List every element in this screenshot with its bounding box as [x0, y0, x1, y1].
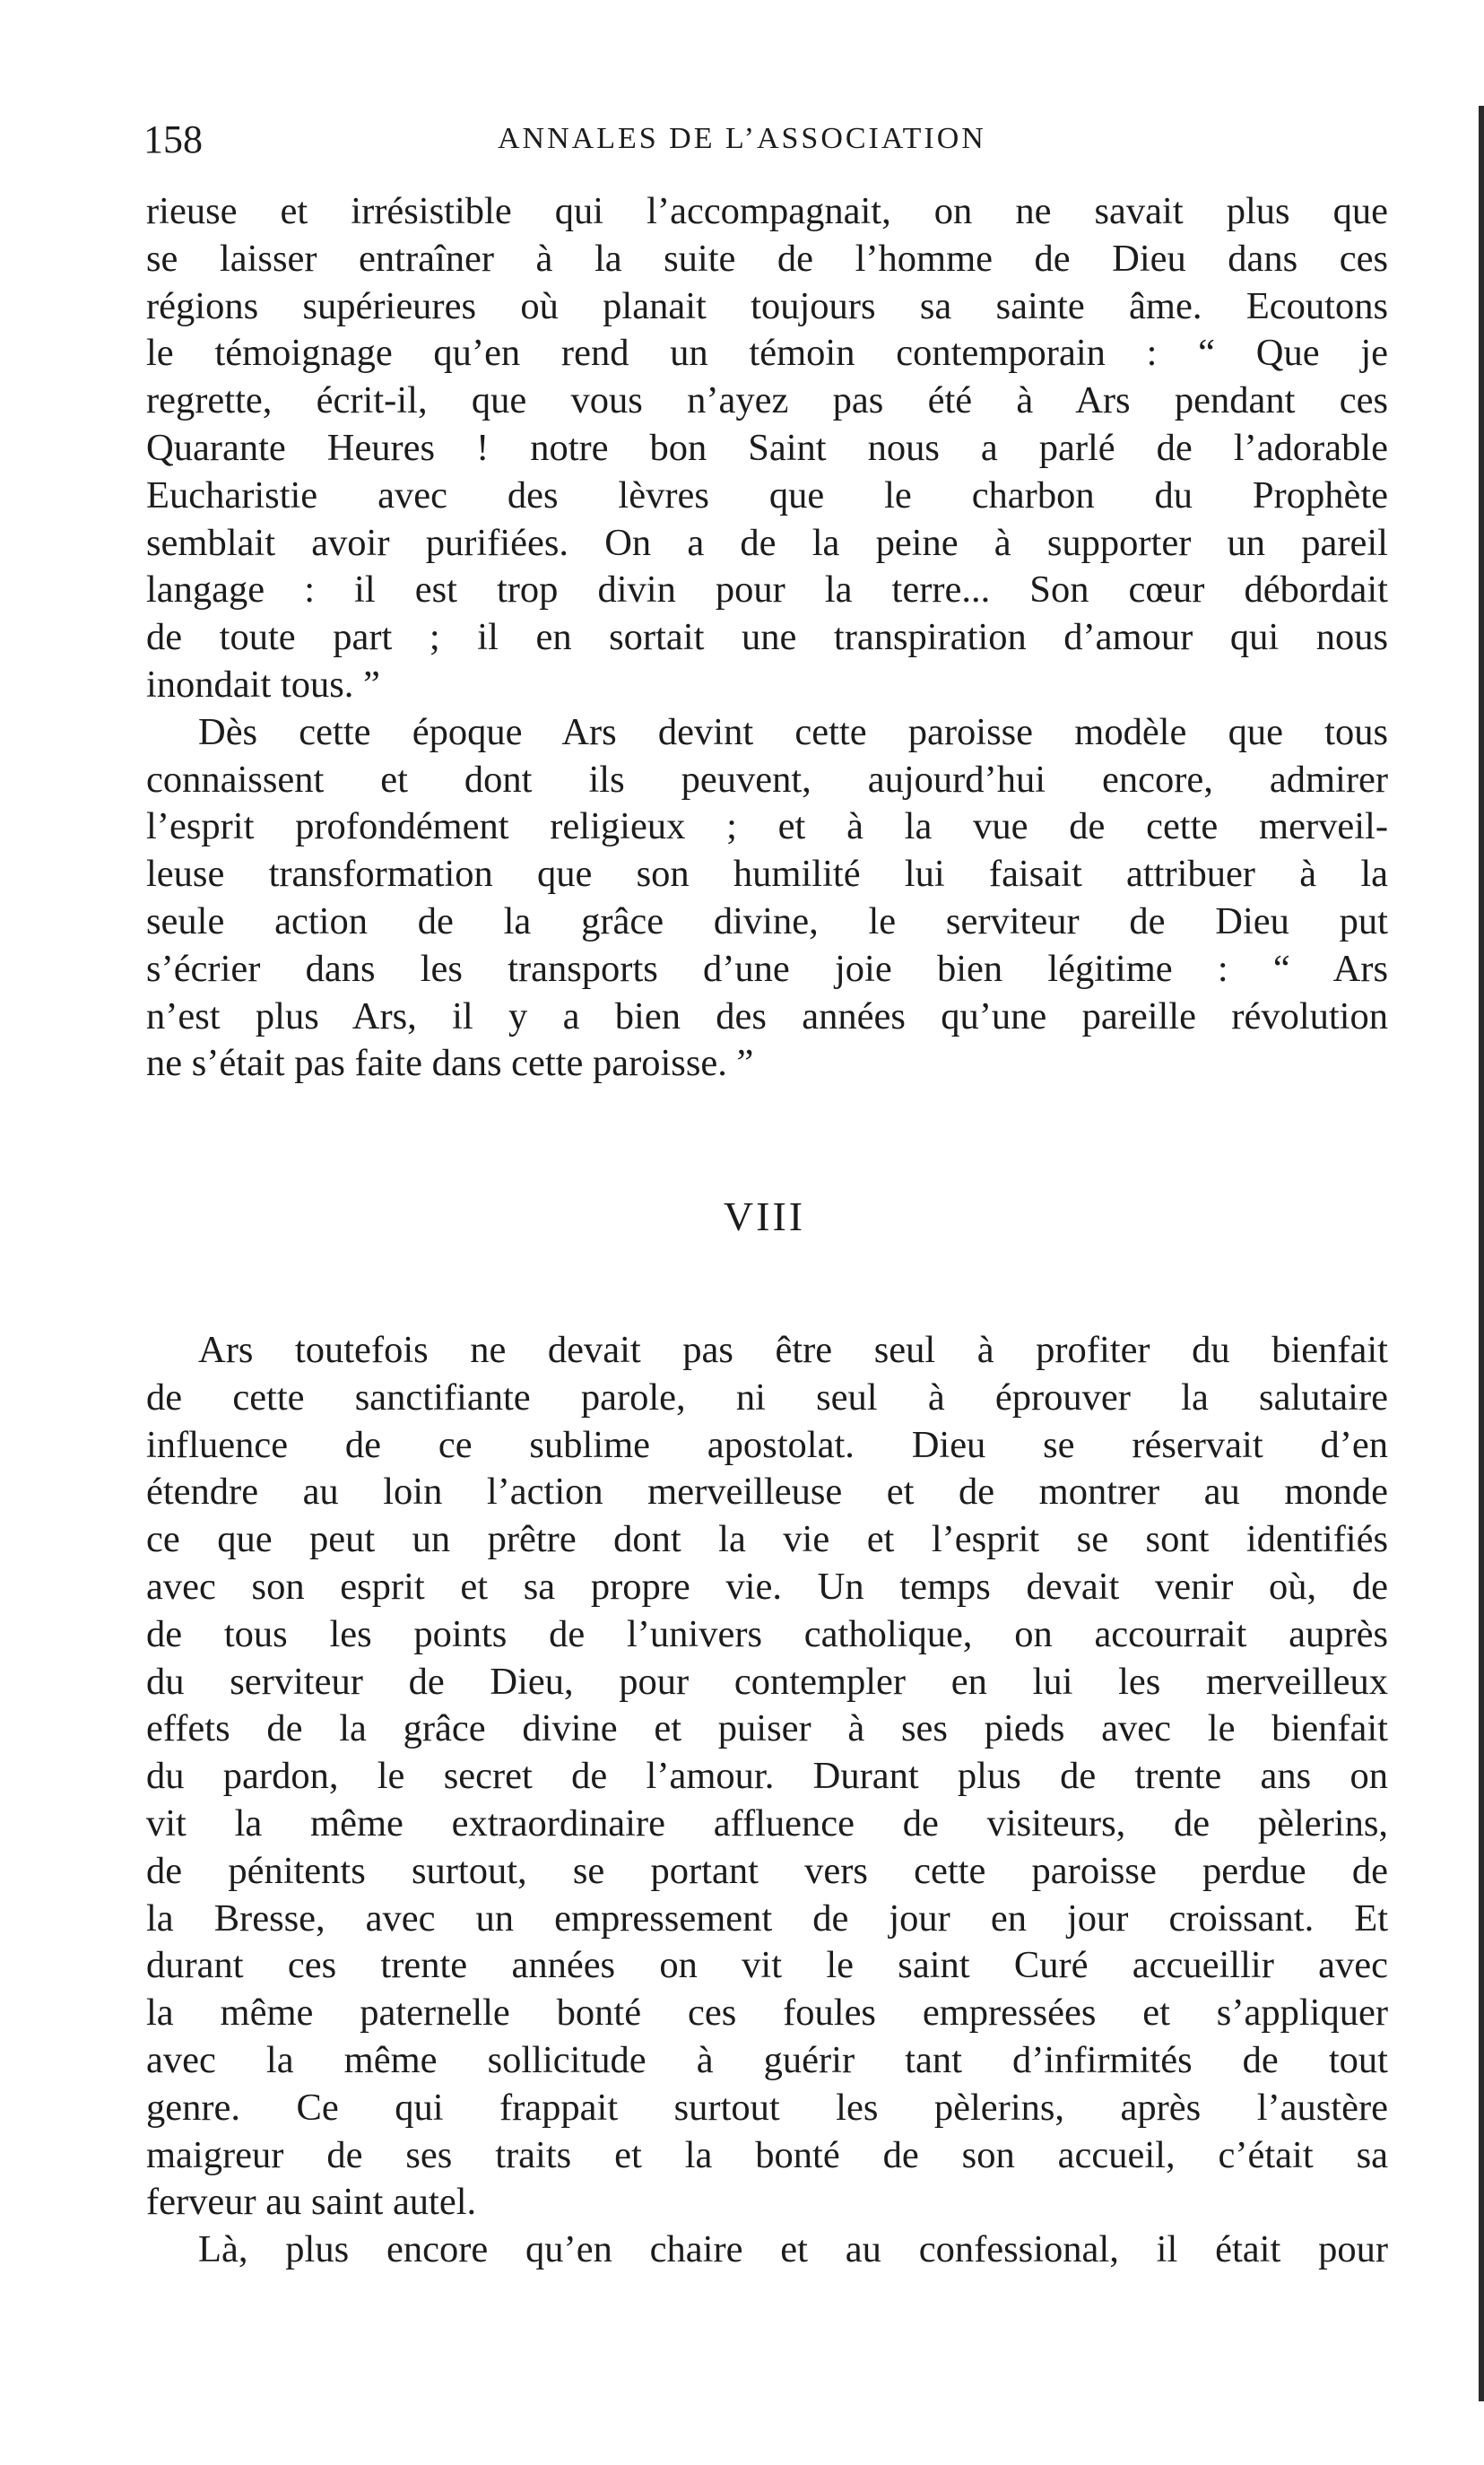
text-line: connaissent et dont ils peuvent, aujourd’hui encore, admirer	[146, 758, 1388, 801]
text-line: étendre au loin l’action merveilleuse et de montrer au monde	[146, 1471, 1388, 1514]
text-line: s’écrier dans les transports d’une joie bien légitime : “ Ars	[146, 947, 1388, 990]
text-line: ferveur au saint autel.	[146, 2181, 477, 2224]
text-line: leuse transformation que son humilité lui faisait attribuer à la	[146, 853, 1388, 896]
text-line: genre. Ce qui frappait surtout les pèlerins, après l’austère	[146, 2086, 1388, 2129]
section-heading: VIII	[723, 1193, 806, 1239]
text-line: Eucharistie avec des lèvres que le charbon du Prophète	[146, 473, 1388, 516]
text-line: du pardon, le secret de l’amour. Durant plus de trente ans on	[146, 1755, 1388, 1798]
text-line: Ars toutefois ne devait pas être seul à profiter du bienfait	[198, 1329, 1388, 1371]
running-head	[143, 117, 1399, 170]
page-edge-shadow	[1479, 106, 1484, 2401]
text-line: seule action de la grâce divine, le serviteur de Dieu put	[146, 899, 1388, 942]
text-line: Quarante Heures ! notre bon Saint nous a parlé de l’adorable	[146, 426, 1388, 469]
text-line: l’esprit profondément religieux ; et à la vue de cette merveil-	[146, 805, 1388, 848]
running-title: ANNALES DE L’ASSOCIATION	[498, 122, 986, 155]
text-line: Là, plus encore qu’en chaire et au confessional, il était pour	[198, 2228, 1388, 2271]
text-line: le témoignage qu’en rend un témoin contemporain : “ Que je	[146, 332, 1388, 375]
text-line: du serviteur de Dieu, pour contempler en lui les merveilleux	[146, 1660, 1388, 1703]
text-line: avec la même sollicitude à guérir tant d’infirmités de tout	[146, 2038, 1388, 2081]
text-line: avec son esprit et sa propre vie. Un temps devait venir où, de	[146, 1565, 1388, 1608]
paragraph	[146, 2226, 1388, 2274]
text-line: de pénitents surtout, se portant vers cette paroisse perdue de	[146, 1849, 1388, 1892]
text-line: ne s’était pas faite dans cette paroisse. ”	[146, 1042, 754, 1085]
text-line: durant ces trente années on vit le saint Curé accueillir avec	[146, 1944, 1388, 1987]
text-line: la même paternelle bonté ces foules empressées et s’appliquer	[146, 1992, 1388, 2035]
text-block-after-heading	[146, 1327, 1388, 2274]
text-line: langage : il est trop divin pour la terre... Son cœur débordait	[146, 569, 1388, 612]
paragraph	[146, 709, 1388, 1088]
text-line: Dès cette époque Ars devint cette paroisse modèle que tous	[198, 710, 1388, 753]
text-line: de cette sanctifiante parole, ni seul à éprouver la salutaire	[146, 1376, 1388, 1419]
text-line: regrette, écrit-il, que vous n’ayez pas été à Ars pendant ces	[146, 379, 1388, 422]
text-line: maigreur de ses traits et la bonté de son accueil, c’était sa	[146, 2133, 1388, 2176]
text-line: effets de la grâce divine et puiser à ses pieds avec le bienfait	[146, 1707, 1388, 1750]
text-line: rieuse et irrésistible qui l’accompagnait, on ne savait plus que	[146, 190, 1388, 232]
text-line: se laisser entraîner à la suite de l’homme de Dieu dans ces	[146, 237, 1388, 280]
text-line: n’est plus Ars, il y a bien des années qu’une pareille révolution	[146, 994, 1388, 1037]
text-line: ce que peut un prêtre dont la vie et l’esprit se sont identifiés	[146, 1518, 1388, 1561]
text-line: vit la même extraordinaire affluence de visiteurs, de pèlerins,	[146, 1801, 1388, 1844]
text-line: inondait tous. ”	[146, 663, 380, 706]
page-number: 158	[143, 117, 203, 161]
paragraph	[146, 1327, 1388, 2226]
text-line: influence de ce sublime apostolat. Dieu se réservait d’en	[146, 1423, 1388, 1466]
text-block-before-heading	[146, 188, 1388, 1088]
text-line: semblait avoir purifiées. On a de la peine à supporter un pareil	[146, 521, 1388, 564]
text-line: de toute part ; il en sortait une transpiration d’amour qui nous	[146, 616, 1388, 659]
text-line: régions supérieures où planait toujours sa sainte âme. Ecoutons	[146, 284, 1388, 327]
text-line: la Bresse, avec un empressement de jour en jour croissant. Et	[146, 1896, 1388, 1940]
paragraph	[146, 188, 1388, 709]
text-line: de tous les points de l’univers catholique, on accourrait auprès	[146, 1612, 1388, 1655]
